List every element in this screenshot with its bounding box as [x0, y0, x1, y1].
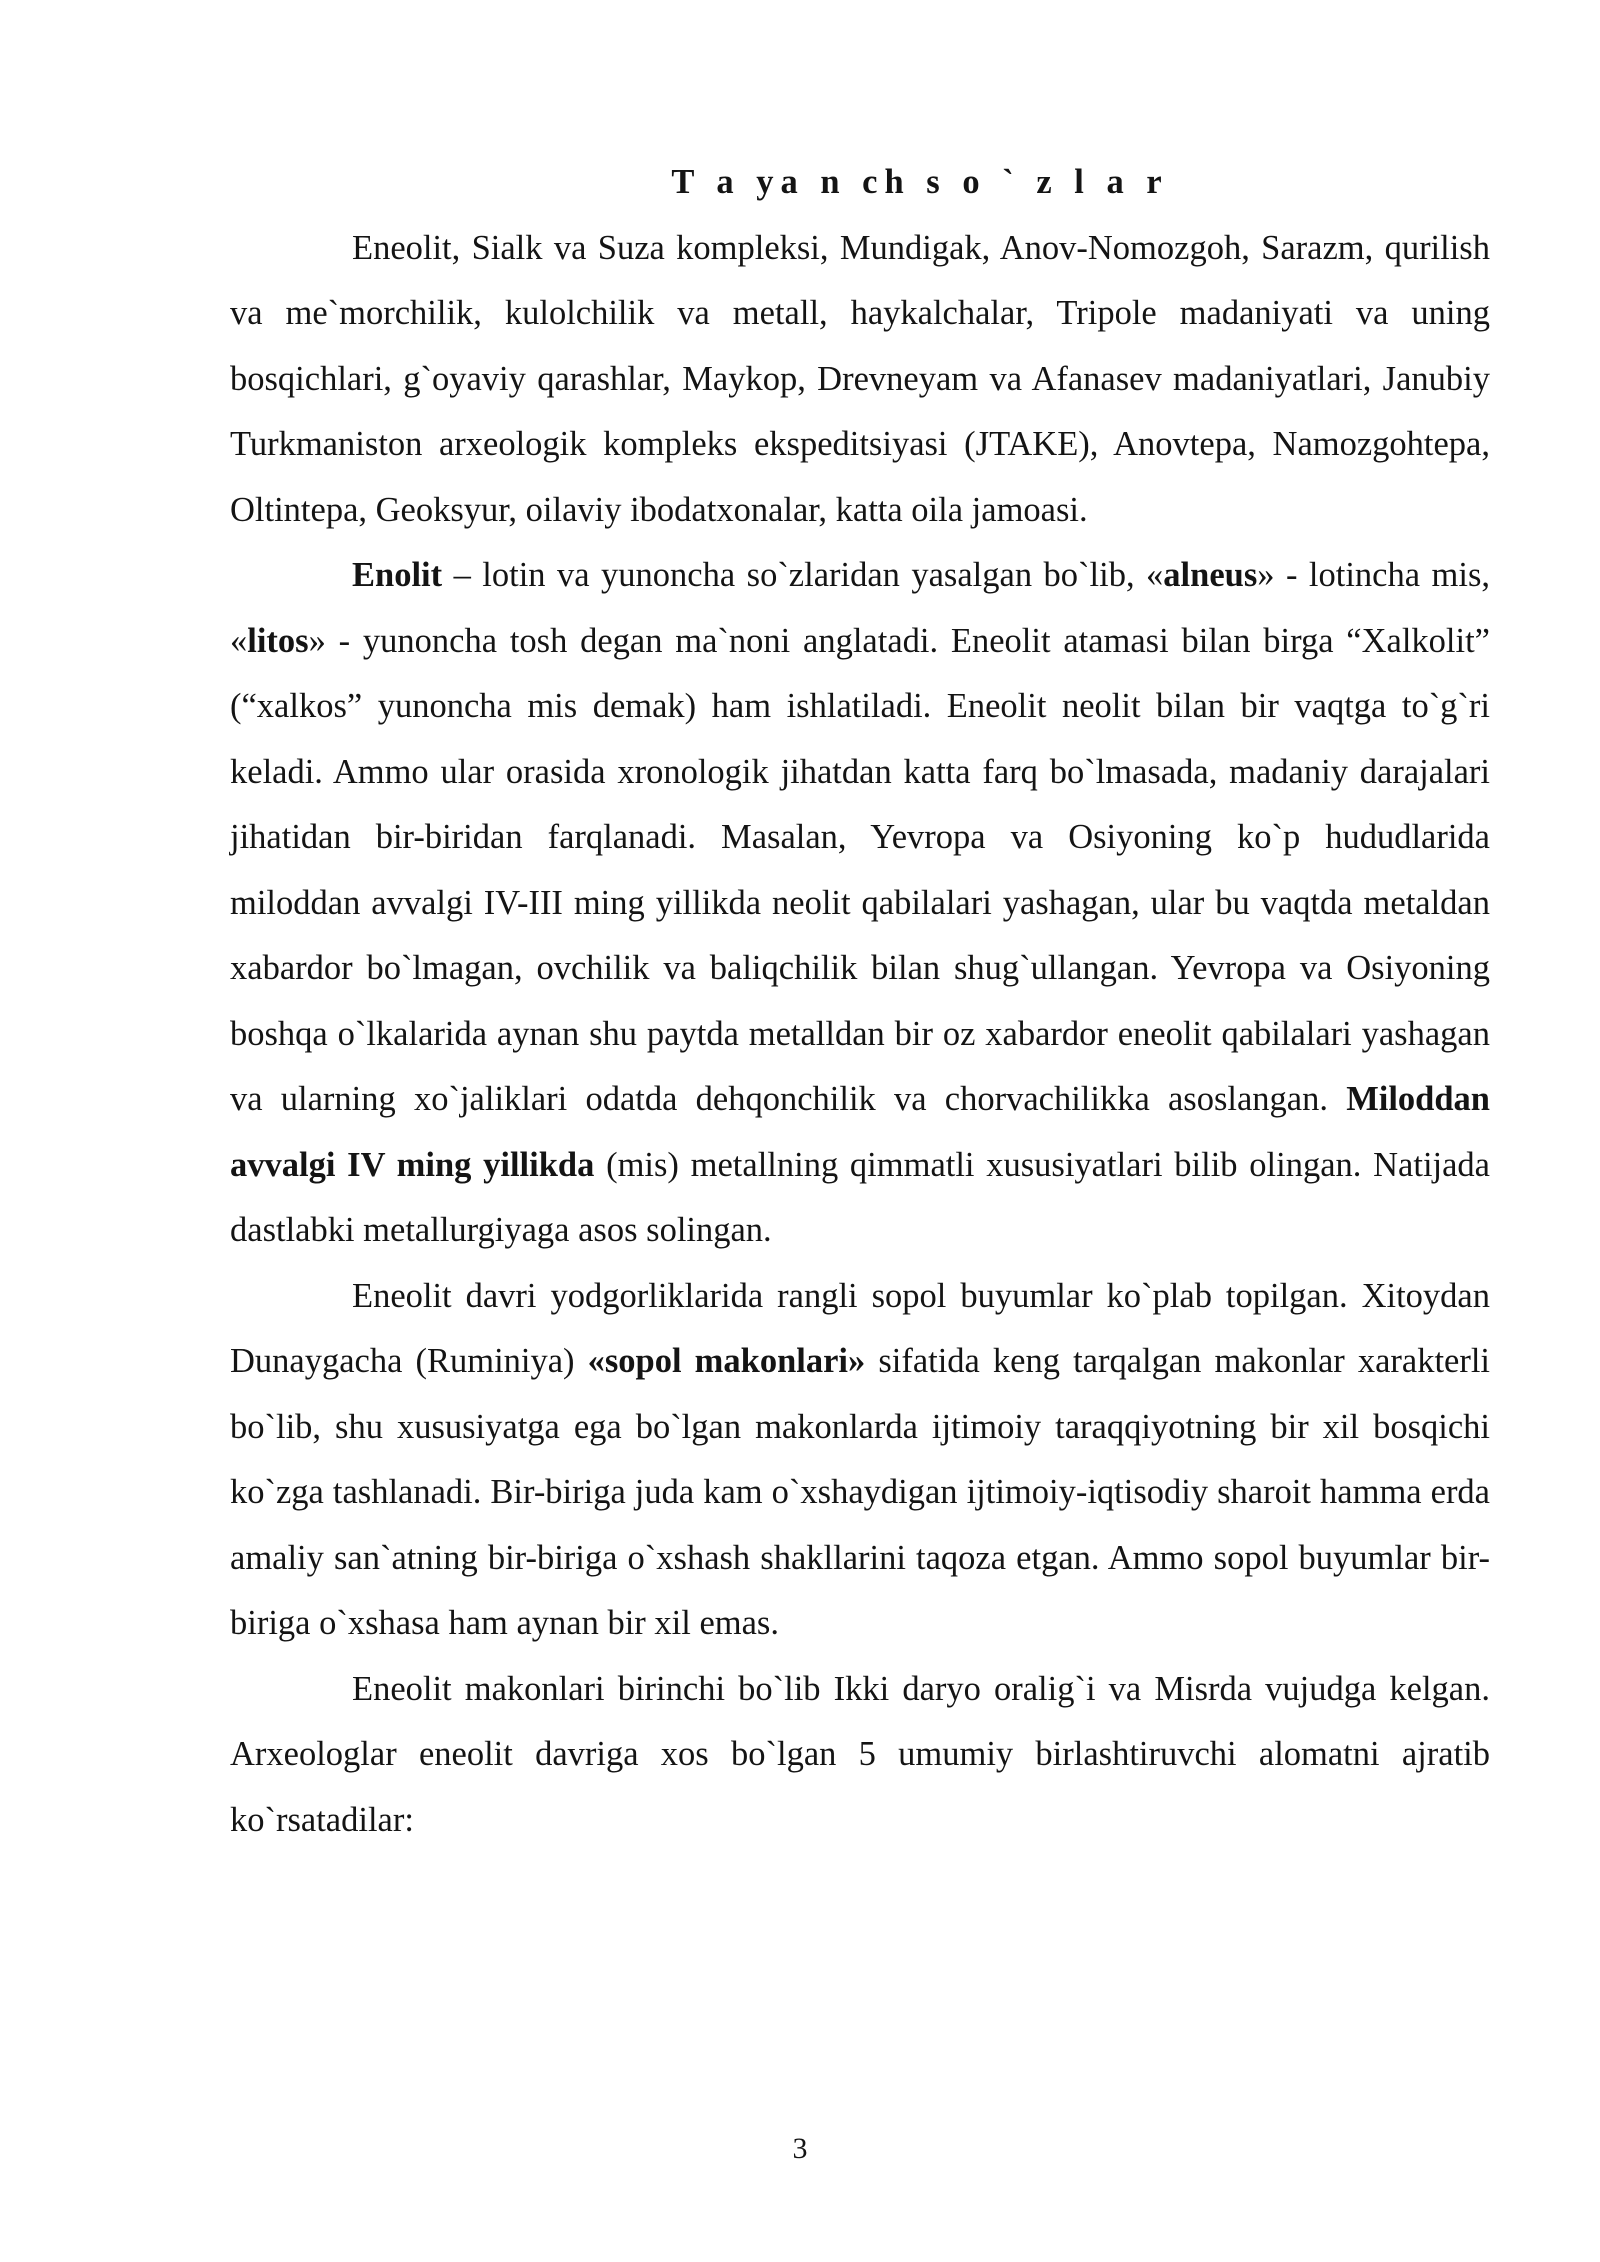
paragraph	[230, 543, 1490, 1264]
paragraph-text: (mis) metallning qimmatli xususiyatlari bilib olingan. Natijada dastlabki metallurgiyaga asos solingan.	[230, 1145, 1490, 1249]
bold-term: Enolit	[352, 556, 443, 594]
paragraph-text: Eneolit, Sialk va Suza kompleksi, Mundigak, Anov-Nomozgoh, Sarazm, qurilish va me`morchilik, kulolchilik va metall, haykalchalar, Tripole madaniyati va uning bosqichlari, g`oyaviy qarashlar, Maykop, Drevneyam va Afanasev madaniyatlari, Janubiy Turkmaniston arxeologik kompleks ekspeditsiyasi (JTAKE), Anovtepa, Namozgohtepa, Oltintepa, Geoksyur, oilaviy ibodatxonalar, katta oila jamoasi.	[230, 228, 1490, 529]
page-body	[230, 150, 1490, 1853]
paragraph-text: sifatida keng tarqalgan makonlar xarakterli bo`lib, shu xususiyatga ega bo`lgan makonlarda ijtimoiy taraqqiyotning bir xil bosqichi ko`zga tashlanadi. Bir-biriga juda kam o`xshaydigan ijtimoiy-iqtisodiy sharoit hamma erda amaliy san`atning bir-biriga o`xshash shakllarini taqoza etgan. Ammo sopol buyumlar bir-biriga o`xshasa ham aynan bir xil emas.	[230, 1342, 1491, 1642]
bold-term: alneus	[1163, 556, 1258, 594]
paragraph-text: » - yunoncha tosh degan ma`noni anglatadi. Eneolit atamasi bilan birga “Xalkolit” (“xalkos” yunoncha mis demak) ham ishlatiladi. Eneolit neolit bilan bir vaqtga to`g`ri keladi. Ammo ular orasida xronologik jihatdan katta farq bo`lmasada, madaniy darajalari jihatidan bir-biridan farqlanadi. Masalan, Yevropa va Osiyoning ko`p hududlarida miloddan avvalgi IV-III ming yillikda neolit qabilalari yashagan, ular bu vaqtda metaldan xabardor bo`lmagan, ovchilik va baliqchilik bilan shug`ullangan. Yevropa va Osiyoning boshqa o`lkalarida aynan shu paytda metalldan bir oz xabardor eneolit qabilalari yashagan va ularning xo`jaliklari odatda dehqonchilik va chorvachilikka asoslangan.	[230, 621, 1490, 1118]
page-number: 3	[792, 2132, 808, 2165]
bold-term: litos	[247, 621, 309, 660]
paragraph	[230, 216, 1490, 544]
bold-term: «sopol makonlari»	[587, 1342, 866, 1380]
paragraph-list	[230, 216, 1490, 1854]
bold-term: Miloddan avvalgi IV ming yillikda	[230, 1080, 1490, 1184]
paragraph-text: Eneolit makonlari birinchi bo`lib Ikki daryo oralig`i va Misrda vujudga kelgan. Arxeologlar eneolit davriga xos bo`lgan 5 umumiy birlashtiruvchi alomatni ajratib ko`rsatadilar:	[230, 1669, 1490, 1839]
paragraph-text: Eneolit davri yodgorliklarida rangli sopol buyumlar ko`plab topilgan. Xitoydan Dunaygacha (Ruminiya)	[230, 1276, 1490, 1380]
section-heading: T a ya n ch s o ` z l a r	[671, 163, 1169, 201]
paragraph	[230, 1657, 1490, 1854]
paragraph-text: – lotin va yunoncha so`zlaridan yasalgan bo`lib, «	[442, 556, 1164, 594]
paragraph	[230, 1264, 1490, 1657]
paragraph-text: » - lotincha mis, «	[230, 556, 1490, 660]
